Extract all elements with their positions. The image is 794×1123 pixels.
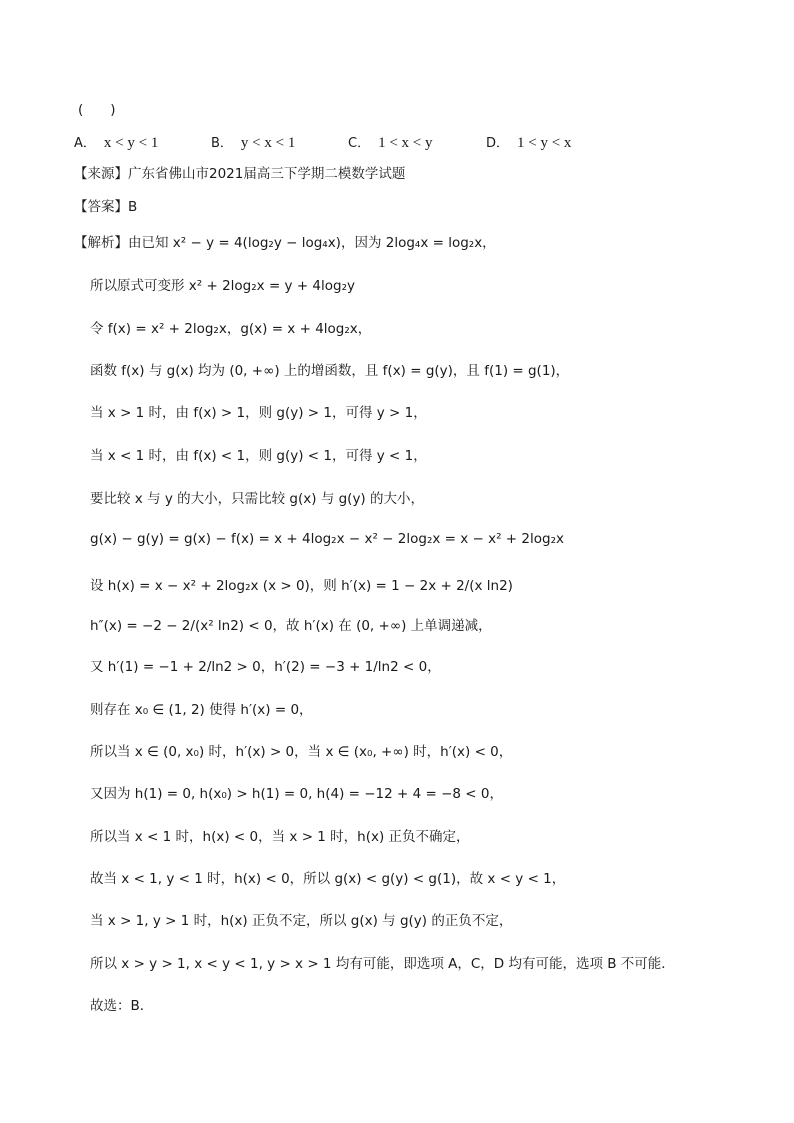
option-d [486, 132, 571, 152]
analysis-line: 要比较 x 与 y 的大小，只需比较 g(x) 与 g(y) 的大小， [90, 491, 424, 507]
source-line: 【来源】广东省佛山市2021届高三下学期二模数学试题 [74, 166, 406, 182]
option-label: D． [486, 136, 510, 151]
option-b [211, 132, 295, 152]
analysis-intro: 【解析】由已知 x² − y = 4(log₂y − log₄x)，因为 2log₄x = log₂x， [74, 235, 496, 251]
analysis-line: 又 h′(1) = −1 + 2/ln2 > 0，h′(2) = −3 + 1/ln2 < 0， [90, 659, 441, 675]
question-paren: ( ) [78, 102, 116, 118]
analysis-line: 当 x > 1, y > 1 时，h(x) 正负不定，所以 g(x) 与 g(y) 的正负不定， [90, 913, 513, 929]
analysis-line: 所以 x > y > 1, x < y < 1, y > x > 1 均有可能，即选项 A，C，D 均有可能，选项 B 不可能． [90, 956, 675, 972]
analysis-line: 当 x < 1 时，由 f(x) < 1，则 g(y) < 1，可得 y < 1， [90, 448, 427, 464]
answer-line: 【答案】B [74, 199, 138, 215]
analysis-line: 所以当 x ∈ (0, x₀) 时，h′(x) > 0，当 x ∈ (x₀, +∞) 时，h′(x) < 0， [90, 744, 513, 760]
option-a [74, 132, 158, 152]
option-label: C． [348, 136, 371, 151]
analysis-line: 则存在 x₀ ∈ (1, 2) 使得 h′(x) = 0， [90, 702, 313, 718]
analysis-line: 设 h(x) = x − x² + 2log₂x (x > 0)，则 h′(x) = 1 − 2x + 2/(x ln2) [90, 578, 513, 594]
option-label: B． [211, 136, 233, 151]
option-c [348, 132, 433, 152]
analysis-line: 所以原式可变形 x² + 2log₂x = y + 4log₂y [90, 278, 356, 294]
analysis-conclusion: 故选：B． [90, 998, 154, 1014]
analysis-line: 当 x > 1 时，由 f(x) > 1，则 g(y) > 1，可得 y > 1， [90, 405, 427, 421]
analysis-line: 又因为 h(1) = 0, h(x₀) > h(1) = 0, h(4) = −12 + 4 = −8 < 0， [90, 786, 503, 802]
analysis-line: 函数 f(x) 与 g(x) 均为 (0, +∞) 上的增函数，且 f(x) = g(y)，且 f(1) = g(1)， [90, 363, 570, 379]
option-text: x < y < 1 [103, 135, 159, 151]
analysis-line: h″(x) = −2 − 2/(x² ln2) < 0，故 h′(x) 在 (0, +∞) 上单调递减， [90, 618, 492, 634]
option-text: 1 < x < y [378, 135, 433, 151]
option-text: 1 < y < x [517, 135, 572, 151]
option-label: A． [74, 136, 96, 151]
analysis-line: 令 f(x) = x² + 2log₂x，g(x) = x + 4log₂x， [90, 321, 372, 337]
analysis-line: g(x) − g(y) = g(x) − f(x) = x + 4log₂x − x² − 2log₂x = x − x² + 2log₂x [90, 531, 564, 547]
analysis-line: 故当 x < 1, y < 1 时，h(x) < 0，所以 g(x) < g(y) < g(1)，故 x < y < 1， [90, 871, 566, 887]
analysis-line: 所以当 x < 1 时，h(x) < 0，当 x > 1 时，h(x) 正负不确定， [90, 829, 470, 845]
option-text: y < x < 1 [240, 135, 296, 151]
